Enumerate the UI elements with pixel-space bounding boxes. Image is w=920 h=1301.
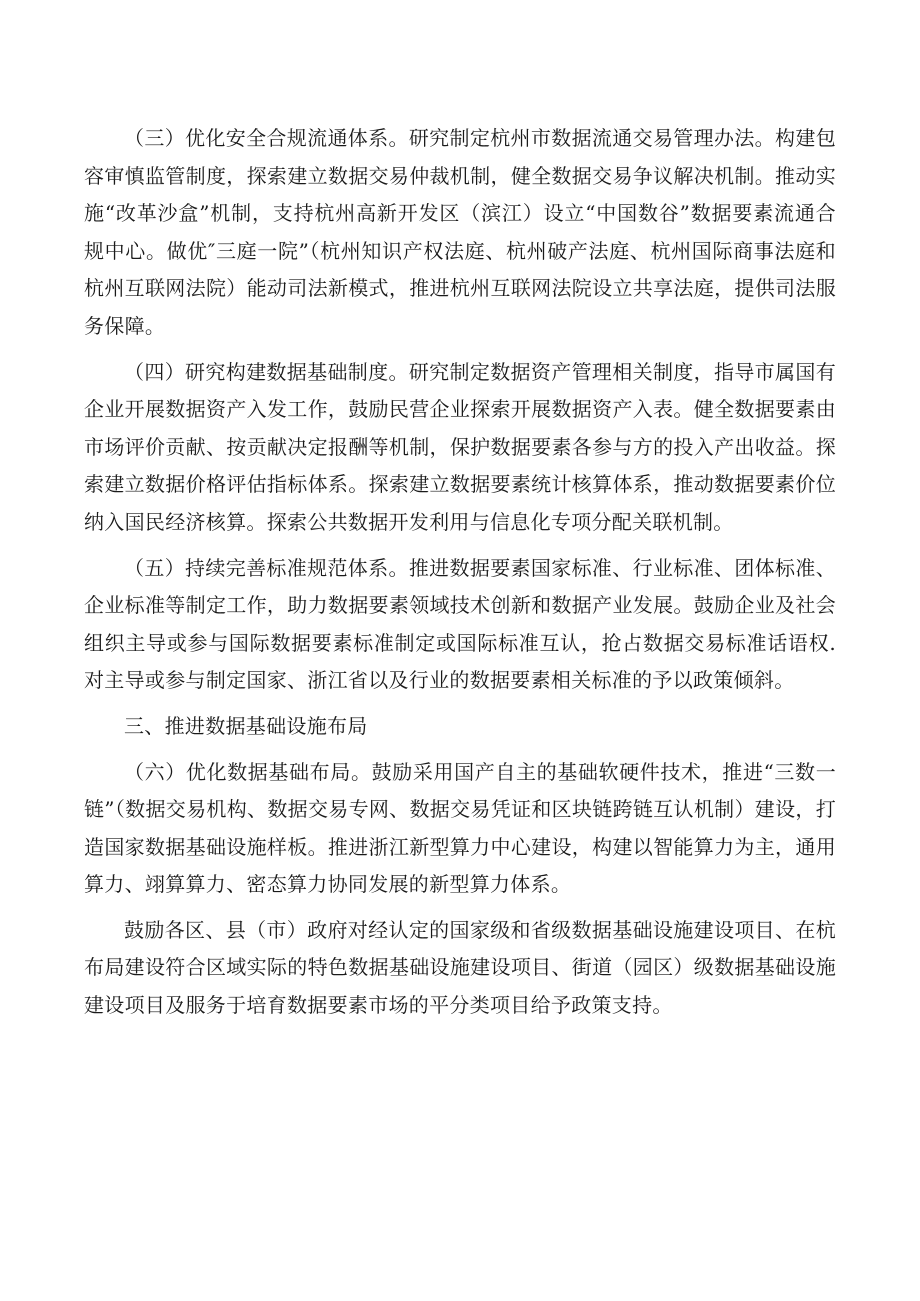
paragraph-4-data-foundation-system: （四）研究构建数据基础制度。研究制定数据资产管理相关制度，指导市属国有企业开展数据资产入发工作，鼓励民营企业探索开展数据资产入表。健全数据要素由市场评价贡献、按贡献决定报酬等机制，保护数据要素各参与方的投入产出收益。探索建立数据价格评估指标体系。探索建立数据要素统计核算体系，推动数据要素价位纳入国民经济核算。探索公共数据开发利用与信息化专项分配关联机制。 (84, 359, 836, 534)
paragraph-policy-support: 鼓励各区、县（市）政府对经认定的国家级和省级数据基础设施建设项目、在杭布局建设符合区域实际的特色数据基础设施建设项目、街道（园区）级数据基础设施建设项目及服务于培育数据要素市场的平分类项目给予政策支持。 (84, 917, 836, 1018)
section-heading-infrastructure: 三、推进数据基础设施布局 (124, 713, 368, 738)
paragraph-3-secure-circulation: （三）优化安全合规流通体系。研究制定杭州市数据流通交易管理办法。构建包容审慎监管制度，探索建立数据交易仲裁机制，健全数据交易争议解决机制。推动实施“改革沙盒”机制，支持杭州高新开发区（滨江）设立“中国数谷”数据要素流通合规中心。做优″三庭一院”（杭州知识产权法庭、杭州破产法庭、杭州国际商事法庭和杭州互联网法院）能动司法新模式，推进杭州互联网法院设立共享法庭，提供司法服务保障。 (84, 126, 836, 338)
document-body (84, 120, 836, 1033)
paragraph-6-infrastructure-layout: （六）优化数据基础布局。鼓励采用国产自主的基础软硬件技术，推进“三数一链”（数据交易机构、数据交易专网、数据交易凭证和区块链跨链互认机制）建设，打造国家数据基础设施样板。推进浙江新型算力中心建设，构建以智能算力为主，通用算力、翊算算力、密态算力协同发展的新型算力体系。 (84, 759, 836, 897)
paragraph-5-standards-system: （五）持续完善标准规范体系。推进数据要素国家标准、行业标准、团体标准、企业标准等制定工作，助力数据要素领域技术创新和数据产业发展。鼓励企业及社会组织主导或参与国际数据要素标准制定或国际标准互认，抢占数据交易标准话语权.对主导或参与制定国家、浙江省以及行业的数据要素相关标准的予以政策倾斜。 (84, 555, 836, 693)
